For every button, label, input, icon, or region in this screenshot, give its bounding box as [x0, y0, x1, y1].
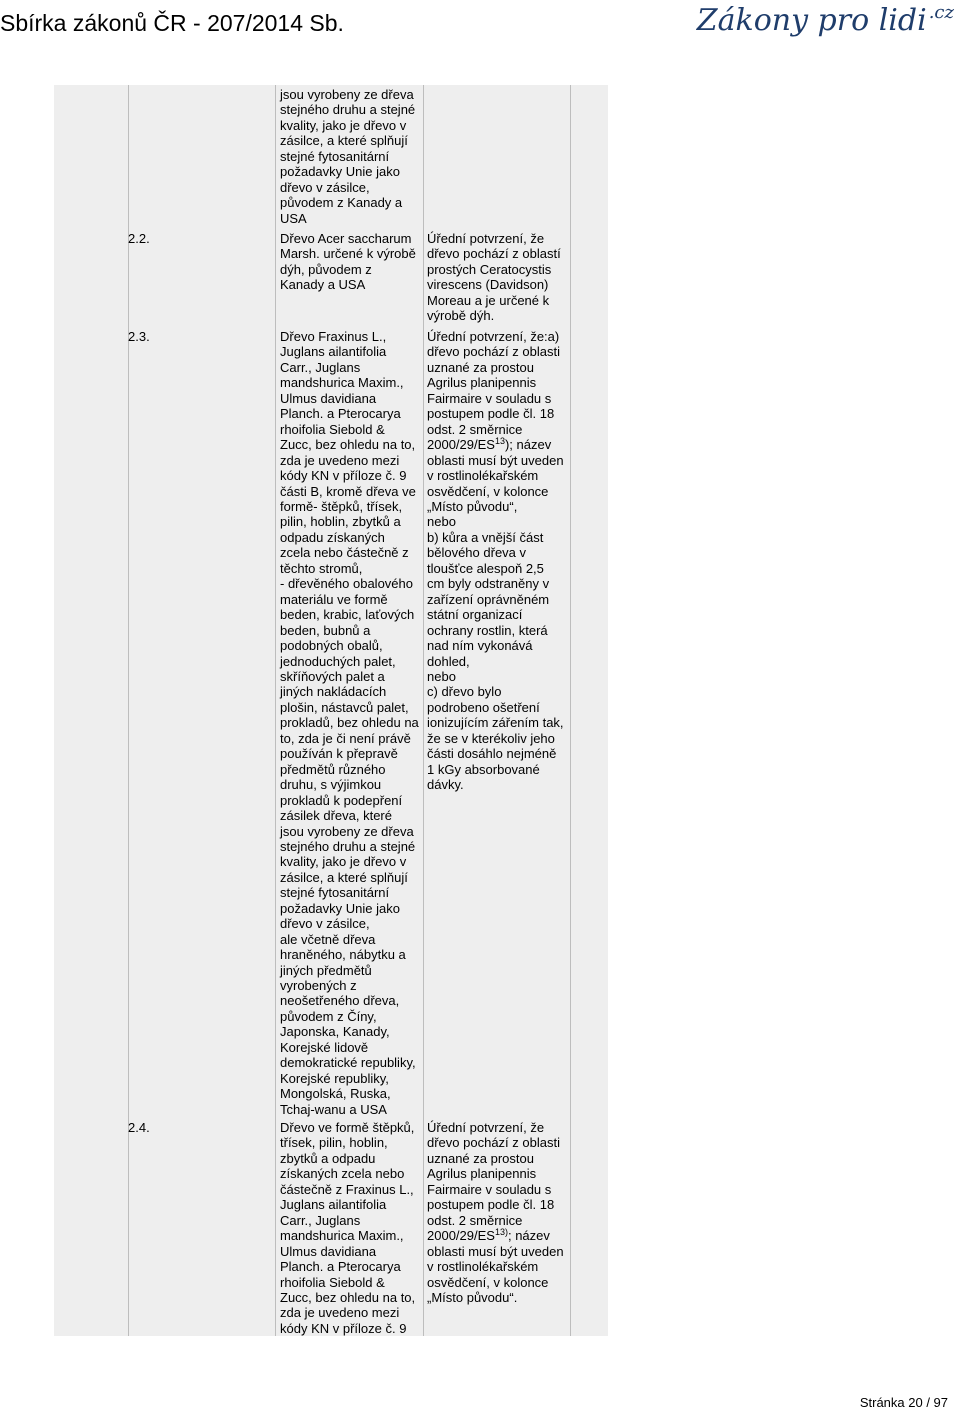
page-number: Stránka 20 / 97: [859, 1395, 948, 1410]
table-divider: [128, 85, 129, 1336]
row-requirement: [427, 231, 567, 324]
requirement-text: Úřední potvrzení, že dřevo pochází z oblasti uznané za prostou Agrilus planipennis Fairmaire v souladu s postupem podle čl. 18 odst. 2 směrnice 2000/29/ES: [427, 1120, 560, 1244]
continuation-text: jsou vyrobeny ze dřeva stejného druhu a stejné kvality, jako je dřevo v zásilce, a které splňují stejné fytosanitární požadavky Unie jako dřevo v zásilce, původem z Kanady a USA: [280, 87, 416, 226]
requirement-text: Úřední potvrzení, že:a) dřevo pochází z oblasti uznané za prostou Agrilus planipennis Fairmaire v souladu s postupem podle čl. 18 odst. 2 směrnice 2000/29/ES: [427, 329, 560, 453]
footnote-ref: 13): [494, 1227, 508, 1238]
site-logo-suffix: .cz: [928, 2, 954, 23]
table-divider: [570, 85, 571, 1336]
row-description: Dřevo Fraxinus L., Juglans ailantifolia Carr., Juglans mandshurica Maxim., Ulmus davidiana Planch. a Pterocarya rhoifolia Siebold & Zucc, bez ohledu na to, zda je uvedeno mezi kódy KN v příloze č. 9 části B, kromě dřeva ve formě- štěpků, třísek, pilin, hoblin, zbytků a odpadu získaných zcela nebo částečně z těchto stromů, - dřevěného obalového materiálu ve formě beden, krabic, laťových beden, bubnů a podobných obalů, jednoduchých palet, skříňových palet a jiných nakládacích plošin, nástavců palet, prokladů, bez ohledu na to, zda je či není právě používán k přepravě předmětů různého druhu, s výjimkou prokladů k podepření zásilek dřeva, které jsou vyrobeny ze dřeva stejného druhu a stejné kvality, jako je dřevo v zásilce, a které splňují stejné fytosanitární požadavky Unie jako dřevo v zásilce, ale včetně dřeva hraněného, nábytku a jiných předmětů vyrobených z neošetřeného dřeva, původem z Číny, Japonska, Kanady, Korejské lidově demokratické republiky, Korejské republiky, Mongolská, Ruska, Tchaj-wanu a USA: [280, 329, 419, 1117]
table-divider: [423, 85, 424, 1336]
footnote-ref: 13: [494, 436, 505, 447]
row-number: 2.4.: [128, 1120, 150, 1135]
site-logo[interactable]: [697, 2, 954, 38]
row-requirement: [427, 329, 567, 793]
requirement-text-cont: ; název oblasti musí být uveden v rostlinolékařském osvědčení, v kolonce „Místo původu“.: [427, 1228, 564, 1305]
requirement-text-cont: ); název oblasti musí být uveden v rostlinolékařském osvědčení, v kolonce „Místo původu“, nebo b) kůra a vnější část bělového dřeva v tloušťce alespoň 2,5 cm byly odstraněny v zařízení oprávněném státní organizací ochrany rostlin, která nad ním vykonává dohled, nebo c) dřevo bylo podrobeno ošetření ionizujícím zářením tak, že se v kterékoliv jeho části dosáhlo nejméně 1 kGy absorbované dávky.: [427, 437, 564, 793]
table-divider: [275, 85, 276, 1336]
row-requirement: [427, 1120, 567, 1305]
row-number: 2.3.: [128, 329, 150, 344]
document-title: Sbírka zákonů ČR - 207/2014 Sb.: [0, 10, 344, 36]
site-logo-text: Zákony pro lidi: [696, 3, 927, 38]
page-header: [0, 0, 960, 56]
row-number: 2.2.: [128, 231, 150, 246]
requirement-text: Úřední potvrzení, že dřevo pochází z oblastí prostých Ceratocystis virescens (Davidson) Moreau a je určené k výrobě dýh.: [427, 231, 561, 324]
row-description: Dřevo Acer saccharum Marsh. určené k výrobě dýh, původem z Kanady a USA: [280, 231, 416, 293]
row-description: Dřevo ve formě štěpků, třísek, pilin, hoblin, zbytků a odpadu získaných zcela nebo částečně z Fraxinus L., Juglans ailantifolia Carr., Juglans mandshurica Maxim., Ulmus davidiana Planch. a Pterocarya rhoifolia Siebold & Zucc, bez ohledu na to, zda je uvedeno mezi kódy KN v příloze č. 9: [280, 1120, 416, 1336]
